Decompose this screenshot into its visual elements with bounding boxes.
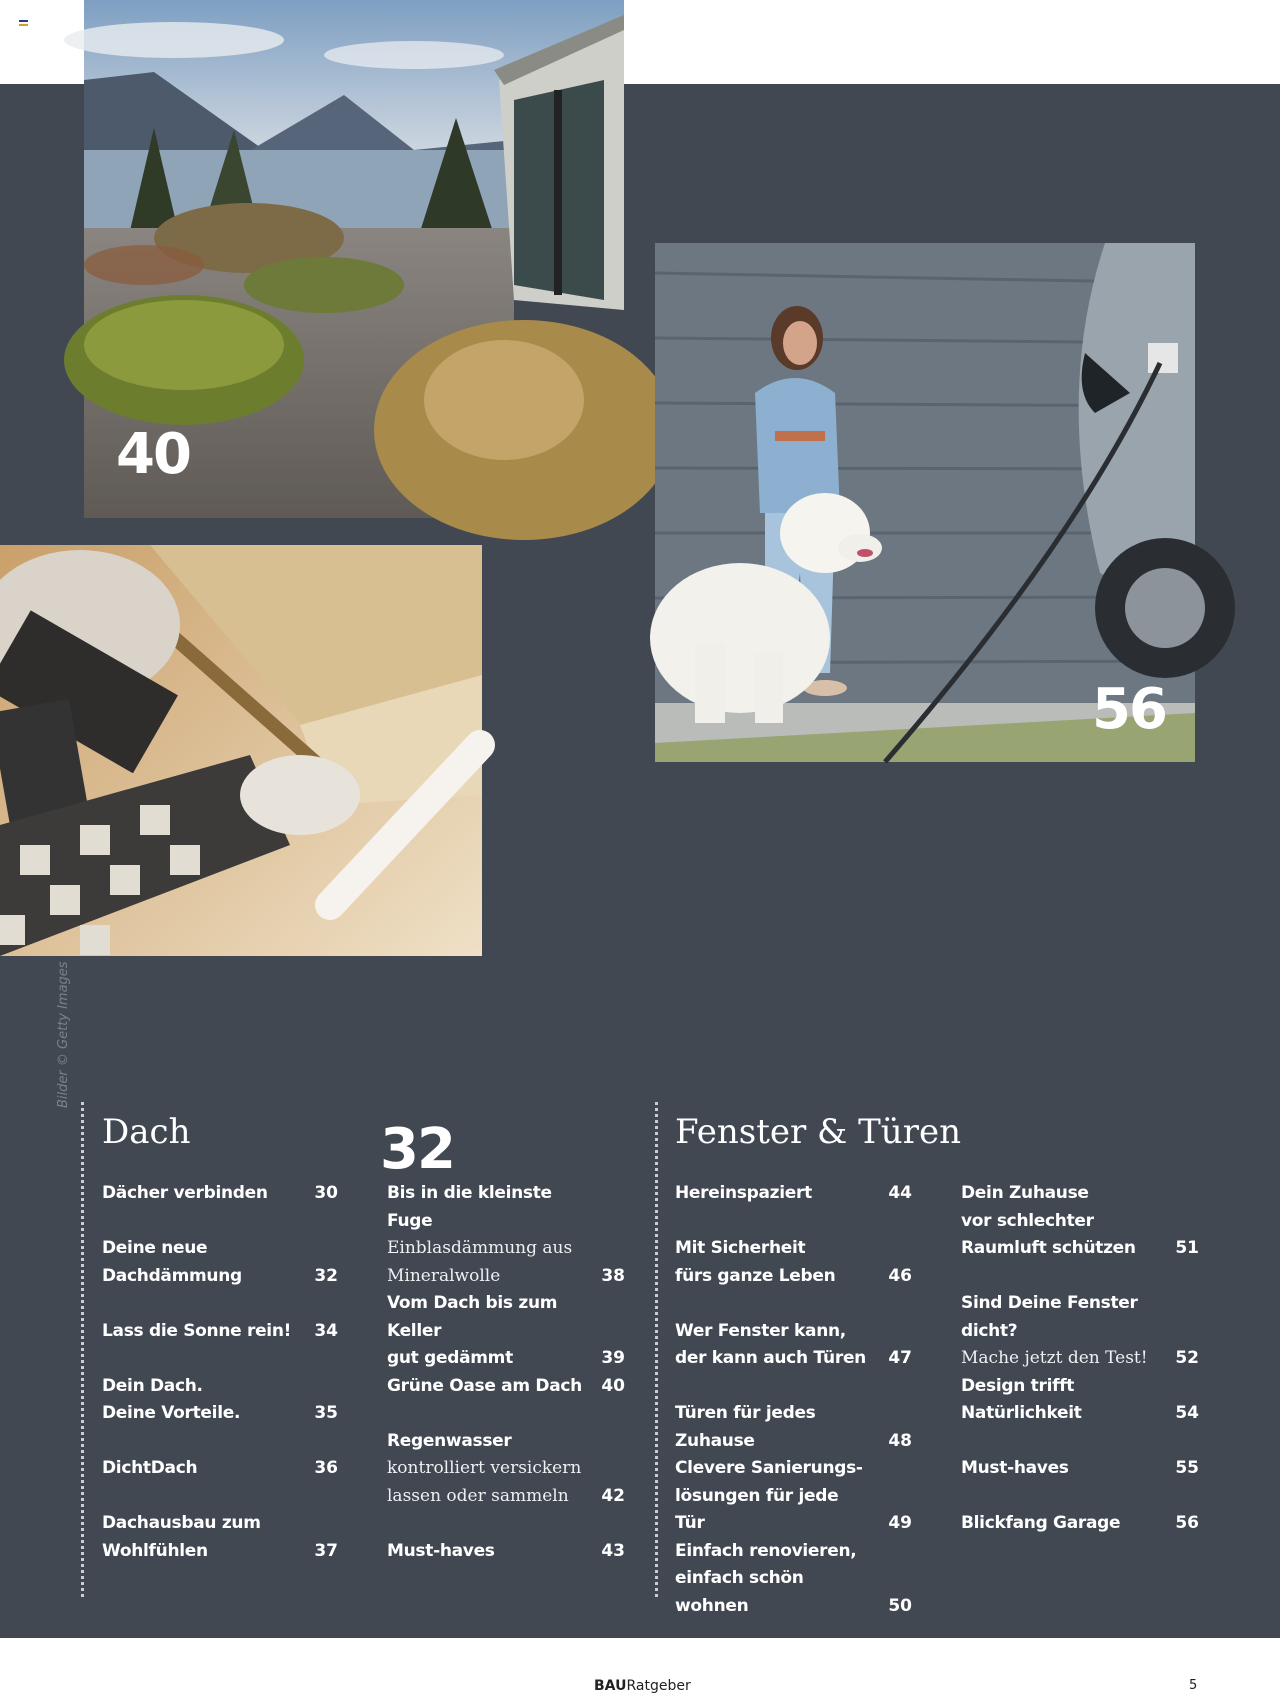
toc-entry-subtitle: kontrolliert versickern lassen oder sammeln — [387, 1458, 582, 1506]
toc-entry[interactable] — [675, 1400, 912, 1455]
toc-entry[interactable] — [675, 1180, 912, 1208]
toc-entry-title: Regenwasser — [387, 1430, 512, 1451]
toc-entry-title: Mit Sicherheit fürs ganze Leben — [675, 1238, 836, 1286]
toc-entry-text — [961, 1290, 1199, 1373]
toc-entry-text — [102, 1235, 338, 1290]
toc-entry-text — [675, 1318, 912, 1373]
toc-entry-text — [961, 1455, 1199, 1483]
toc-entry[interactable] — [961, 1510, 1199, 1538]
toc-page-number: 42 — [601, 1485, 625, 1506]
toc-entry-title: Must-haves — [961, 1458, 1069, 1478]
toc-page-number: 46 — [888, 1265, 912, 1286]
toc-entry[interactable] — [675, 1455, 912, 1538]
toc-entry-title: Must-haves — [387, 1540, 495, 1561]
divider-fenster — [655, 1102, 658, 1597]
toc-entry-text — [961, 1373, 1199, 1428]
footer-brand — [594, 1678, 691, 1694]
toc-entry[interactable] — [102, 1373, 338, 1428]
footer-brand-bold: BAU — [594, 1678, 627, 1694]
page-badge-32: 32 — [380, 1117, 454, 1182]
toc-page-number: 54 — [1175, 1403, 1199, 1423]
toc-page-number: 52 — [1175, 1348, 1199, 1368]
toc-entry-title: Bis in die kleinste Fuge — [387, 1183, 552, 1231]
toc-entry-title: Dächer verbinden — [102, 1183, 268, 1203]
toc-entry-title: Deine neue Dachdämmung — [102, 1238, 242, 1286]
toc-entry-text — [387, 1373, 625, 1401]
toc-entry[interactable] — [387, 1428, 625, 1511]
toc-page-number: 39 — [601, 1348, 625, 1368]
toc-entry[interactable] — [102, 1455, 338, 1483]
toc-entry-title: Design trifft Natürlichkeit — [961, 1375, 1082, 1423]
toc-entry-text — [102, 1373, 338, 1428]
photo-rooftop-garden — [84, 0, 624, 518]
toc-page-number: 48 — [888, 1430, 912, 1451]
toc-entry-text — [675, 1235, 912, 1290]
page-badge-40: 40 — [116, 422, 190, 487]
toc-entry-text — [961, 1180, 1199, 1263]
photo-garage — [655, 243, 1195, 762]
toc-entry-title: Hereinspaziert — [675, 1183, 812, 1203]
toc-entry[interactable] — [387, 1373, 625, 1401]
toc-entry[interactable] — [102, 1235, 338, 1290]
toc-entry-title: Dachausbau zum Wohlfühlen — [102, 1513, 261, 1561]
toc-page-number: 34 — [314, 1320, 338, 1341]
toc-entry-title: Dein Dach. Deine Vorteile. — [102, 1375, 241, 1423]
toc-page-number: 50 — [888, 1595, 912, 1616]
toc-entry-text — [675, 1400, 912, 1455]
toc-entry-title: Sind Deine Fenster dicht? — [961, 1293, 1138, 1341]
toc-entry-title: Wer Fenster kann, der kann auch Türen — [675, 1320, 866, 1368]
drill-image — [0, 545, 482, 956]
toc-entry-text — [387, 1538, 625, 1566]
toc-page-number: 38 — [601, 1265, 625, 1286]
toc-page-number: 35 — [314, 1403, 338, 1423]
menu-icon[interactable] — [19, 20, 28, 28]
toc-page-number: 36 — [314, 1458, 338, 1478]
toc-entry-subtitle: Einblasdämmung aus Mineralwolle — [387, 1238, 573, 1286]
footer-brand-rest: Ratgeber — [626, 1678, 691, 1694]
toc-entry-title: Einfach renovieren, einfach schön wohnen — [675, 1540, 857, 1616]
toc-entry-text — [675, 1180, 912, 1208]
photo-credit: Bilder © Getty Images — [56, 961, 71, 1108]
toc-entry-text — [675, 1455, 912, 1538]
toc-page-number: 43 — [601, 1540, 625, 1561]
toc-entry-text — [102, 1510, 338, 1565]
toc-entry-text — [387, 1428, 625, 1511]
toc-page-number: 40 — [601, 1375, 625, 1396]
toc-entry[interactable] — [102, 1318, 338, 1346]
toc-page-number: 37 — [314, 1540, 338, 1561]
toc-page-number: 44 — [888, 1183, 912, 1203]
toc-page-number: 47 — [888, 1348, 912, 1368]
toc-entry-title: Blickfang Garage — [961, 1513, 1121, 1533]
toc-entry[interactable] — [961, 1290, 1199, 1373]
section-title-fenster: Fenster & Türen — [675, 1112, 961, 1152]
toc-page-number: 49 — [888, 1513, 912, 1533]
toc-entry-title: Vom Dach bis zum Keller gut gedämmt — [387, 1293, 558, 1368]
toc-entry[interactable] — [102, 1510, 338, 1565]
page-badge-56: 56 — [1092, 677, 1166, 742]
toc-entry[interactable] — [387, 1538, 625, 1566]
toc-entry[interactable] — [961, 1455, 1199, 1483]
toc-entry[interactable] — [675, 1538, 912, 1621]
toc-entry-text — [961, 1510, 1199, 1538]
toc-entry-title: Clevere Sanierungs- lösungen für jede Tür — [675, 1458, 863, 1533]
toc-entry[interactable] — [675, 1235, 912, 1290]
toc-page-number: 55 — [1175, 1458, 1199, 1478]
section-title-dach: Dach — [102, 1112, 191, 1152]
toc-entry[interactable] — [387, 1180, 625, 1290]
toc-page-number: 32 — [314, 1265, 338, 1286]
toc-entry[interactable] — [961, 1373, 1199, 1428]
toc-page-number: 51 — [1175, 1238, 1199, 1258]
toc-entry-text — [102, 1455, 338, 1483]
toc-page-number: 56 — [1175, 1513, 1199, 1533]
toc-entry-title: Lass die Sonne rein! — [102, 1320, 292, 1341]
toc-entry-text — [102, 1180, 338, 1208]
toc-entry-text — [387, 1290, 625, 1373]
toc-entry[interactable] — [387, 1290, 625, 1373]
toc-entry[interactable] — [675, 1318, 912, 1373]
toc-entry-title: Dein Zuhause vor schlechter Raumluft schützen — [961, 1183, 1136, 1258]
toc-entry-text — [387, 1180, 625, 1290]
toc-entry-subtitle: Mache jetzt den Test! — [961, 1348, 1148, 1368]
toc-entry-title: DichtDach — [102, 1458, 198, 1478]
toc-page-number: 30 — [314, 1183, 338, 1203]
footer-page-number: 5 — [1189, 1678, 1198, 1693]
toc-entry-title: Türen für jedes Zuhause — [675, 1403, 816, 1451]
toc-entry-text — [102, 1318, 338, 1346]
toc-entry[interactable] — [961, 1180, 1199, 1263]
toc-entry[interactable] — [102, 1180, 338, 1208]
toc-entry-text — [675, 1538, 912, 1621]
divider-dach — [81, 1102, 84, 1597]
toc-entry-title: Grüne Oase am Dach — [387, 1375, 582, 1396]
